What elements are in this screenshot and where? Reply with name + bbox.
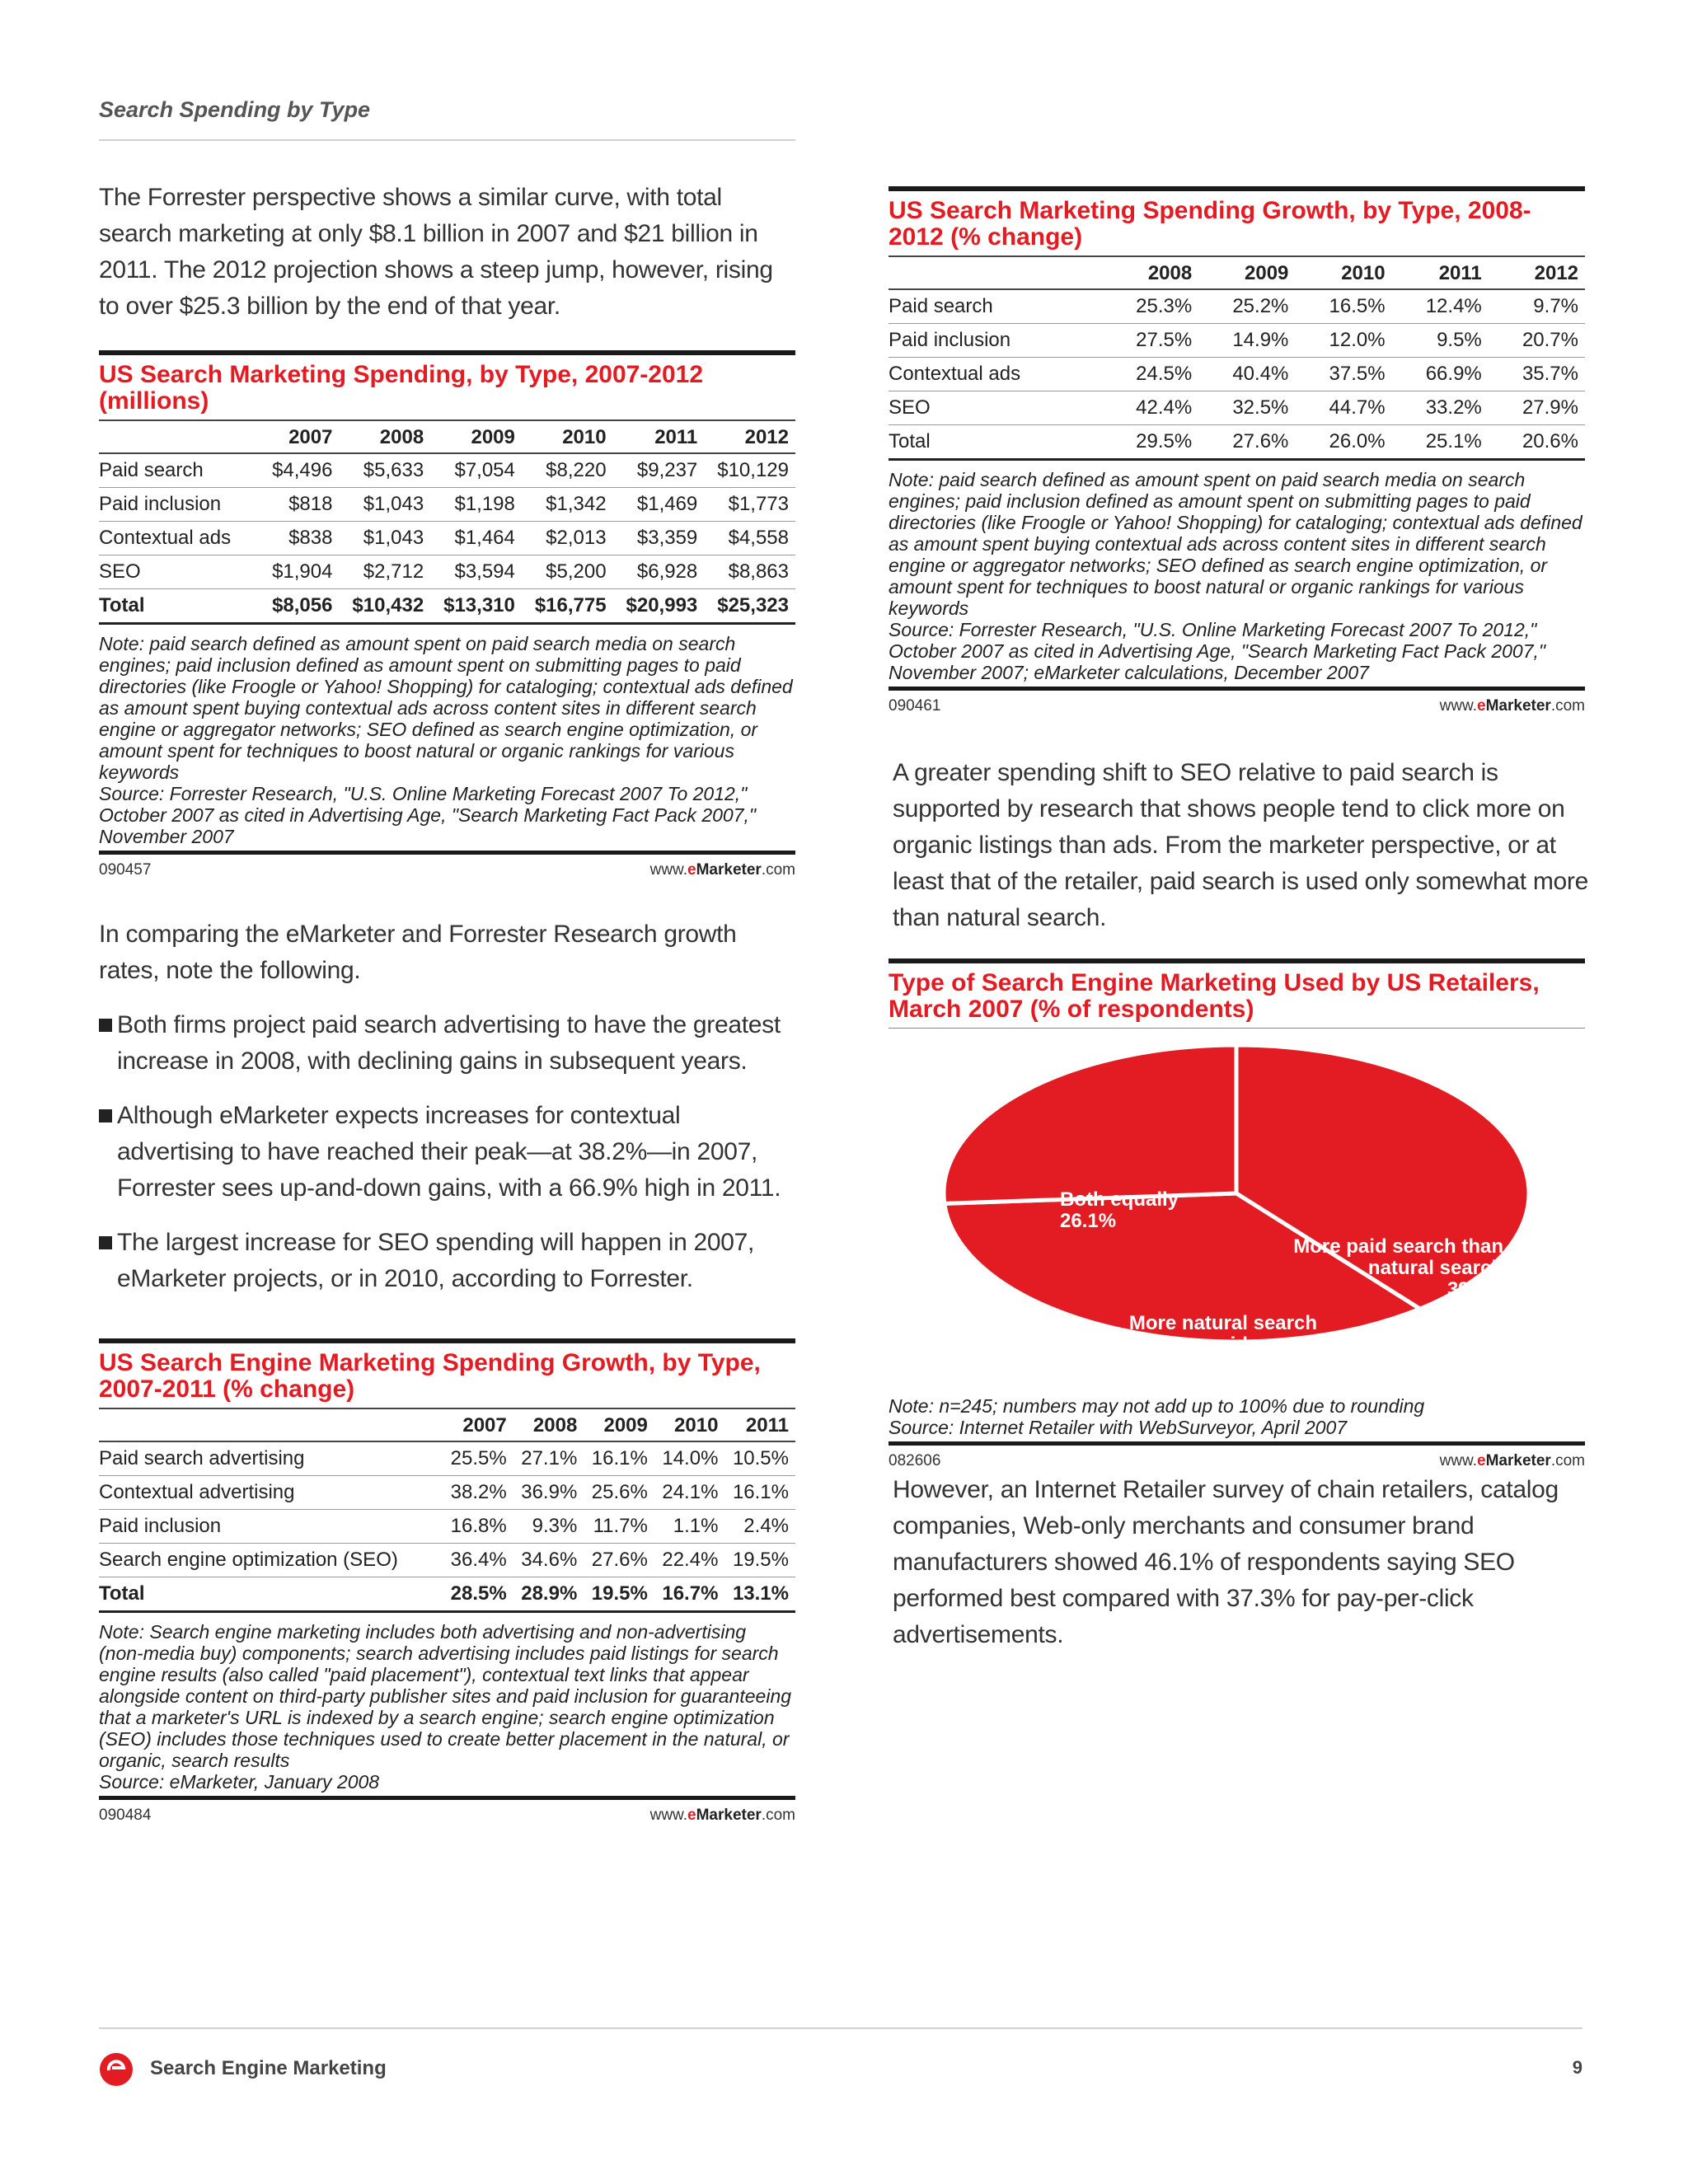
table2-source: Source: Forrester Research, "U.S. Online Marketing Forecast 2007 To 2012," October 2007 as cited in Advertising Age, "Search Marketing Fact Pack 2007," November 2007; eMarketer calculations, December 2007	[889, 619, 1546, 683]
table-row	[889, 425, 1585, 460]
slice-label-more-natural	[1020, 1313, 1317, 1377]
table-cell: 34.6%	[513, 1544, 584, 1577]
table-cell: $5,633	[339, 453, 430, 488]
column-header-year: 2010	[1295, 257, 1391, 289]
column-header-label	[99, 1409, 443, 1441]
column-header-year: 2009	[430, 421, 522, 453]
table-cell: 42.4%	[1102, 391, 1198, 425]
table-cell: $2,013	[522, 522, 613, 555]
row-label: Paid inclusion	[889, 324, 1102, 358]
retailer-text: However, an Internet Retailer survey of chain retailers, catalog companies, Web-only merchants and consumer brand manufacturers showed 46.1% of respondents saying SEO performed best compared with 37.3% for pay-per-click advertisements.	[893, 1476, 1559, 1648]
table-cell: $16,775	[522, 589, 613, 624]
footer-title: Search Engine Marketing	[150, 2057, 387, 2079]
seo-paragraph	[893, 755, 1589, 936]
table-cell: 12.0%	[1295, 324, 1391, 358]
table-cell: 36.4%	[443, 1544, 513, 1577]
bullet-item	[99, 1098, 795, 1207]
table-cell: $1,043	[339, 488, 430, 522]
table3-source: Source: eMarketer, January 2008	[99, 1771, 380, 1793]
table-row	[889, 358, 1585, 391]
table-row	[99, 1476, 795, 1510]
table-cell: 2.4%	[724, 1510, 795, 1544]
table-cell: $10,129	[704, 453, 795, 488]
row-label: SEO	[99, 555, 260, 589]
table-cell: $838	[260, 522, 339, 555]
table-cell: $1,464	[430, 522, 522, 555]
table-cell: 20.7%	[1489, 324, 1585, 358]
bullet-list	[99, 1007, 795, 1297]
slice-label-pct: 26.1%	[1060, 1210, 1117, 1232]
table-cell: $13,310	[430, 589, 522, 624]
table-row	[99, 1510, 795, 1544]
brand-name: Marketer	[1485, 1452, 1551, 1469]
row-label: Total	[889, 425, 1102, 460]
table-cell: 37.5%	[1295, 358, 1391, 391]
pie-chart-code: 082606	[889, 1452, 941, 1469]
table-row	[889, 391, 1585, 425]
pie-source: Source: Internet Retailer with WebSurveyor, April 2007	[889, 1417, 1348, 1438]
table2-note	[889, 461, 1585, 691]
table-cell: 14.0%	[654, 1441, 725, 1476]
column-header-year: 2011	[1392, 257, 1489, 289]
table-cell: 16.8%	[443, 1510, 513, 1544]
table-cell: $1,342	[522, 488, 613, 522]
table-cell: 33.2%	[1392, 391, 1489, 425]
table-cell: $6,928	[613, 555, 705, 589]
row-label: Paid inclusion	[99, 1510, 443, 1544]
table-cell: 66.9%	[1392, 358, 1489, 391]
slice-label-line: More natural search	[1128, 1312, 1317, 1334]
brand-link[interactable]	[1440, 697, 1585, 715]
brand-suffix: .com	[761, 1807, 795, 1824]
table-cell: 16.5%	[1295, 289, 1391, 324]
slice-label-both-equally	[1060, 1189, 1179, 1232]
table-cell: 29.5%	[1102, 425, 1198, 460]
table-cell: 1.1%	[654, 1510, 725, 1544]
brand-link[interactable]	[650, 1807, 795, 1825]
brand-link[interactable]	[1440, 1452, 1585, 1470]
table-cell: 36.9%	[513, 1476, 584, 1510]
table-cell: $2,712	[339, 555, 430, 589]
table3-title: US Search Engine Marketing Spending Growth, by Type, 2007-2011 (% change)	[99, 1338, 795, 1409]
table-cell: 40.4%	[1198, 358, 1295, 391]
table-cell: $9,237	[613, 453, 705, 488]
slice-label-line: than paid search	[1160, 1333, 1317, 1356]
table-cell: 16.1%	[724, 1476, 795, 1510]
slice-label-line: natural search	[1367, 1257, 1503, 1279]
table-cell: 11.7%	[584, 1510, 654, 1544]
column-header-label	[889, 257, 1102, 289]
table-cell: 38.2%	[443, 1476, 513, 1510]
table3-note-text: Note: Search engine marketing includes both advertising and non-advertising (non-media buy) components; search advertising includes paid listings for search engine results (also called "paid placement"), contextual text links that appear alongside content on third-party publisher sites and paid inclusion for guaranteeing that a marketer's URL is indexed by a search engine; search engine optimization (SEO) includes those techniques used to create better placement in the natural, or organic, search results	[99, 1621, 792, 1771]
table-row	[99, 589, 795, 624]
row-label: Paid search advertising	[99, 1441, 443, 1476]
brand-e: e	[687, 1807, 696, 1824]
row-label: SEO	[889, 391, 1102, 425]
table-cell: 22.4%	[654, 1544, 725, 1577]
table-cell: 14.9%	[1198, 324, 1295, 358]
bullet-square-icon	[99, 1019, 112, 1032]
table-cell: 27.6%	[584, 1544, 654, 1577]
table1-title: US Search Marketing Spending, by Type, 2007-2012 (millions)	[99, 350, 795, 421]
bullet-square-icon	[99, 1109, 112, 1122]
brand-prefix: www.	[1439, 697, 1478, 715]
table-cell: $3,594	[430, 555, 522, 589]
comparison-paragraph	[99, 916, 795, 1315]
brand-prefix: www.	[649, 861, 688, 879]
table-cell: $7,054	[430, 453, 522, 488]
table1-footer	[99, 855, 795, 879]
table-cell: 27.6%	[1198, 425, 1295, 460]
table3-note	[99, 1613, 795, 1800]
brand-name: Marketer	[1485, 697, 1551, 715]
table-cell: $1,198	[430, 488, 522, 522]
brand-prefix: www.	[649, 1807, 688, 1824]
slice-label-line: More paid search than	[1293, 1235, 1503, 1258]
pie-note-text: Note: n=245; numbers may not add up to 100% due to rounding	[889, 1395, 1425, 1417]
table-cell: 20.6%	[1489, 425, 1585, 460]
bullet-item	[99, 1007, 795, 1080]
table2-title: US Search Marketing Spending Growth, by Type, 2008-2012 (% change)	[889, 186, 1585, 257]
table-cell: 16.7%	[654, 1577, 725, 1612]
page-footer	[99, 2027, 1582, 2079]
row-label: Paid search	[99, 453, 260, 488]
pie-chart-block	[889, 958, 1585, 1470]
table-cell: 12.4%	[1392, 289, 1489, 324]
table2-footer	[889, 691, 1585, 715]
brand-e: e	[1477, 697, 1486, 715]
table-cell: 27.9%	[1489, 391, 1585, 425]
column-header-year: 2009	[1198, 257, 1295, 289]
table3-footer	[99, 1800, 795, 1825]
brand-suffix: .com	[1550, 697, 1585, 715]
table-row	[889, 324, 1585, 358]
table-cell: $4,558	[704, 522, 795, 555]
brand-suffix: .com	[1550, 1452, 1585, 1469]
row-label: Search engine optimization (SEO)	[99, 1544, 443, 1577]
table1-source: Source: Forrester Research, "U.S. Online Marketing Forecast 2007 To 2012," October 2007 as cited in Advertising Age, "Search Marketing Fact Pack 2007," November 2007	[99, 783, 757, 847]
table-cell: 25.3%	[1102, 289, 1198, 324]
table-cell: $25,323	[704, 589, 795, 624]
table-cell: 9.7%	[1489, 289, 1585, 324]
column-header-year: 2007	[260, 421, 339, 453]
table-row	[99, 555, 795, 589]
table-cell: 19.5%	[724, 1544, 795, 1577]
column-header-year: 2012	[704, 421, 795, 453]
page-number: 9	[1572, 2057, 1582, 2078]
table-cell: 25.5%	[443, 1441, 513, 1476]
column-header-year: 2009	[584, 1409, 654, 1441]
column-header-year: 2008	[339, 421, 430, 453]
table2-code: 090461	[889, 697, 941, 715]
intro-text: The Forrester perspective shows a similar curve, with total search marketing at only $8.1 billion in 2007 and $21 billion in 2011. The 2012 projection shows a steep jump, however, rising to over $25.3 billion by the end of that year.	[99, 184, 773, 320]
table-cell: 27.5%	[1102, 324, 1198, 358]
table-cell: $8,863	[704, 555, 795, 589]
table1-block	[99, 350, 795, 879]
pie-chart-area	[889, 1029, 1585, 1377]
section-title: Search Spending by Type	[99, 97, 795, 141]
row-label: Contextual advertising	[99, 1476, 443, 1510]
table-cell: 24.1%	[654, 1476, 725, 1510]
table-row	[99, 522, 795, 555]
row-label: Total	[99, 1577, 443, 1612]
table-cell: 27.1%	[513, 1441, 584, 1476]
column-header-year: 2011	[613, 421, 705, 453]
pie-chart-footer	[889, 1446, 1585, 1470]
table-cell: $20,993	[613, 589, 705, 624]
column-header-year: 2008	[513, 1409, 584, 1441]
table-cell: 16.1%	[584, 1441, 654, 1476]
slice-label-pct: 34.7%	[1260, 1355, 1317, 1377]
brand-e: e	[687, 861, 696, 879]
table2	[889, 257, 1585, 461]
table-cell: 25.6%	[584, 1476, 654, 1510]
row-label: Total	[99, 589, 260, 624]
brand-name: Marketer	[696, 1807, 762, 1824]
column-header-year: 2010	[654, 1409, 725, 1441]
table1	[99, 421, 795, 625]
column-header-label	[99, 421, 260, 453]
bullet-item	[99, 1225, 795, 1297]
bullet-text: Although eMarketer expects increases for contextual advertising to have reached their peak—at 38.2%—in 2007, Forrester sees up-and-down gains, with a 66.9% high in 2011.	[117, 1102, 781, 1202]
retailer-paragraph	[893, 1472, 1589, 1653]
table1-note	[99, 625, 795, 855]
table-cell: 19.5%	[584, 1577, 654, 1612]
table-cell: 9.5%	[1392, 324, 1489, 358]
bullet-text: Both firms project paid search advertising to have the greatest increase in 2008, with declining gains in subsequent years.	[117, 1011, 781, 1075]
table2-block	[889, 186, 1585, 715]
table-cell: $8,220	[522, 453, 613, 488]
table-cell: 35.7%	[1489, 358, 1585, 391]
pie-chart	[889, 1029, 1585, 1354]
table-cell: 28.9%	[513, 1577, 584, 1612]
column-header-year: 2012	[1489, 257, 1585, 289]
table-cell: 25.1%	[1392, 425, 1489, 460]
table-row	[889, 289, 1585, 324]
seo-text: A greater spending shift to SEO relative to paid search is supported by research that shows people tend to click more on organic listings than ads. From the marketer perspective, or at least that of the retailer, paid search is used only somewhat more than natural search.	[893, 759, 1588, 931]
table-cell: $818	[260, 488, 339, 522]
table-cell: $1,773	[704, 488, 795, 522]
bullet-text: The largest increase for SEO spending will happen in 2007, eMarketer projects, or in 2010, according to Forrester.	[117, 1229, 755, 1292]
table-row	[99, 488, 795, 522]
table-cell: $1,043	[339, 522, 430, 555]
brand-e: e	[1477, 1452, 1486, 1469]
pie-chart-title: Type of Search Engine Marketing Used by US Retailers, March 2007 (% of respondents)	[889, 958, 1585, 1029]
table-row	[99, 1544, 795, 1577]
row-label: Contextual ads	[99, 522, 260, 555]
brand-name: Marketer	[696, 861, 762, 879]
table1-note-text: Note: paid search defined as amount spent on paid search media on search engines; paid inclusion defined as amount spent on submitting pages to paid directories (like Froogle or Yahoo! Shopping) for cataloging; contextual ads defined as amount spent buying contextual ads across content sites in different search engine or aggregator networks; SEO defined as search engine optimization, or amount spent for techniques to boost natural or organic rankings for various keywords	[99, 633, 793, 783]
table-cell: $5,200	[522, 555, 613, 589]
table-row	[99, 1577, 795, 1612]
table3-code: 090484	[99, 1807, 152, 1824]
table-cell: 13.1%	[724, 1577, 795, 1612]
table2-note-text: Note: paid search defined as amount spent on paid search media on search engines; paid inclusion defined as amount spent on submitting pages to paid directories (like Froogle or Yahoo! Shopping) for cataloging; contextual ads defined as amount spent buying contextual ads across content sites in different search engine or aggregator networks; SEO defined as search engine optimization, or amount spent for techniques to boost natural or organic rankings for various keywords	[889, 469, 1582, 619]
brand-prefix: www.	[1439, 1452, 1478, 1469]
table-row	[99, 1441, 795, 1476]
column-header-year: 2008	[1102, 257, 1198, 289]
table-cell: $8,056	[260, 589, 339, 624]
intro-paragraph	[99, 180, 795, 325]
table-cell: $1,469	[613, 488, 705, 522]
bullet-square-icon	[99, 1236, 112, 1249]
table-cell: 9.3%	[513, 1510, 584, 1544]
table3	[99, 1409, 795, 1613]
row-label: Contextual ads	[889, 358, 1102, 391]
table-cell: 32.5%	[1198, 391, 1295, 425]
slice-label-more-paid	[1251, 1236, 1503, 1301]
row-label: Paid search	[889, 289, 1102, 324]
table1-code: 090457	[99, 861, 152, 879]
slice-label-pct: 39.2%	[1447, 1278, 1503, 1301]
comparison-text: In comparing the eMarketer and Forrester Research growth rates, note the following.	[99, 921, 737, 984]
table-row	[99, 453, 795, 488]
column-header-year: 2010	[522, 421, 613, 453]
table-cell: 26.0%	[1295, 425, 1391, 460]
table-cell: $4,496	[260, 453, 339, 488]
column-header-year: 2011	[724, 1409, 795, 1441]
slice-label-line: Both equally	[1060, 1188, 1179, 1211]
table-cell: 25.2%	[1198, 289, 1295, 324]
table-cell: 24.5%	[1102, 358, 1198, 391]
table-cell: $1,904	[260, 555, 339, 589]
table-cell: 10.5%	[724, 1441, 795, 1476]
table-cell: $10,432	[339, 589, 430, 624]
table3-block	[99, 1338, 795, 1825]
brand-suffix: .com	[761, 861, 795, 879]
row-label: Paid inclusion	[99, 488, 260, 522]
brand-link[interactable]	[650, 861, 795, 879]
emarketer-logo-icon	[99, 2052, 134, 2087]
table-cell: 44.7%	[1295, 391, 1391, 425]
table-cell: 28.5%	[443, 1577, 513, 1612]
table-cell: $3,359	[613, 522, 705, 555]
column-header-year: 2007	[443, 1409, 513, 1441]
slice-both-equally	[944, 1045, 1236, 1203]
